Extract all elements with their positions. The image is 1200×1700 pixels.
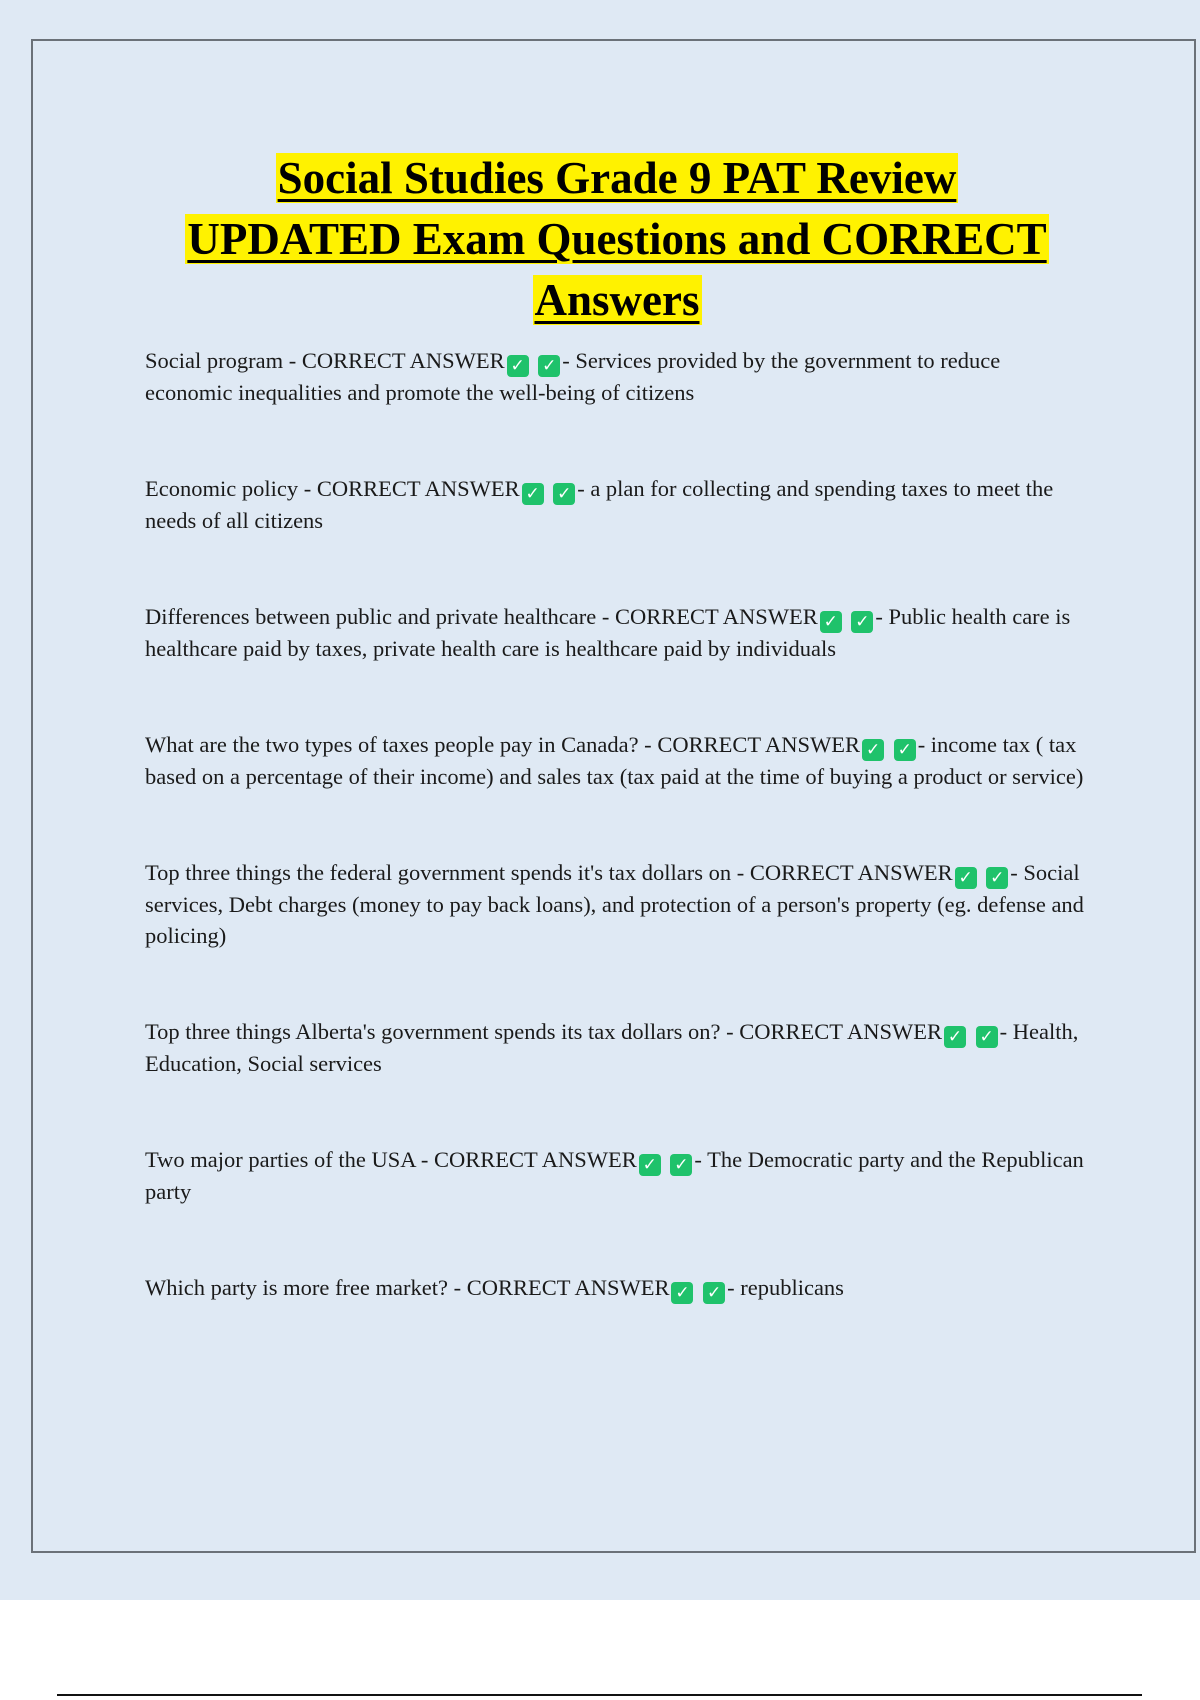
answer-marker: CORRECT ANSWER	[614, 604, 818, 629]
white-check-mark-icon: ✓	[955, 867, 977, 889]
white-check-mark-icon: ✓	[862, 739, 884, 761]
qa-item	[145, 1144, 1085, 1207]
answer-text: - republicans	[727, 1275, 844, 1300]
white-check-mark-icon: ✓	[976, 1026, 998, 1048]
title-line-3: Answers	[534, 275, 700, 325]
footer-rule	[57, 1694, 1142, 1696]
answer-text: - income tax ( tax based on a percentage of their income) and sales tax (tax paid at the time of buying a product or service)	[145, 732, 1084, 789]
question-text: Top three things the federal government spends it's tax dollars on -	[145, 860, 750, 885]
answer-text: - Services provided by the government to reduce economic inequalities and promote the well-being of citizens	[145, 348, 1001, 405]
title-line-2: UPDATED Exam Questions and CORRECT	[187, 214, 1047, 264]
question-text: Top three things Alberta's government spends its tax dollars on? -	[145, 1019, 740, 1044]
answer-marker: CORRECT ANSWER	[301, 348, 505, 373]
qa-item	[145, 857, 1085, 951]
white-check-mark-icon: ✓	[639, 1154, 661, 1176]
qa-item	[145, 1272, 1085, 1304]
answer-marker: CORRECT ANSWER	[466, 1275, 670, 1300]
qa-item	[145, 473, 1085, 536]
question-text: Economic policy -	[145, 476, 317, 501]
white-check-mark-icon: ✓	[703, 1282, 725, 1304]
document-title	[80, 148, 1154, 331]
white-check-mark-icon: ✓	[820, 611, 842, 633]
white-check-mark-icon: ✓	[944, 1026, 966, 1048]
white-check-mark-icon: ✓	[553, 483, 575, 505]
white-check-mark-icon: ✓	[986, 867, 1008, 889]
answer-marker: CORRECT ANSWER	[316, 476, 520, 501]
white-check-mark-icon: ✓	[538, 355, 560, 377]
qa-item	[145, 345, 1085, 408]
question-text: Social program -	[145, 348, 302, 373]
qa-list	[145, 345, 1085, 1304]
white-check-mark-icon: ✓	[851, 611, 873, 633]
answer-text: - a plan for collecting and spending taxes to meet the needs of all citizens	[145, 476, 1054, 533]
title-line-1: Social Studies Grade 9 PAT Review	[277, 153, 957, 203]
question-text: Two major parties of the USA -	[145, 1147, 434, 1172]
answer-marker: CORRECT ANSWER	[749, 860, 953, 885]
answer-text: - Social services, Debt charges (money to pay back loans), and protection of a person's property (eg. defense and policing)	[145, 860, 1084, 948]
answer-text: - Health, Education, Social services	[145, 1019, 1079, 1076]
white-check-mark-icon: ✓	[894, 739, 916, 761]
white-check-mark-icon: ✓	[507, 355, 529, 377]
answer-marker: CORRECT ANSWER	[434, 1147, 637, 1172]
white-check-mark-icon: ✓	[670, 1154, 692, 1176]
answer-text: - Public health care is healthcare paid by taxes, private health care is healthcare paid by individuals	[145, 604, 1071, 661]
question-text: What are the two types of taxes people pay in Canada? -	[145, 732, 658, 757]
question-text: Differences between public and private healthcare -	[145, 604, 615, 629]
answer-text: - The Democratic party and the Republican party	[145, 1147, 1084, 1204]
white-check-mark-icon: ✓	[522, 483, 544, 505]
answer-marker: CORRECT ANSWER	[657, 732, 861, 757]
qa-item	[145, 1016, 1085, 1079]
answer-marker: CORRECT ANSWER	[739, 1019, 942, 1044]
question-text: Which party is more free market? -	[145, 1275, 467, 1300]
qa-item	[145, 601, 1085, 664]
white-check-mark-icon: ✓	[671, 1282, 693, 1304]
qa-item	[145, 729, 1085, 792]
